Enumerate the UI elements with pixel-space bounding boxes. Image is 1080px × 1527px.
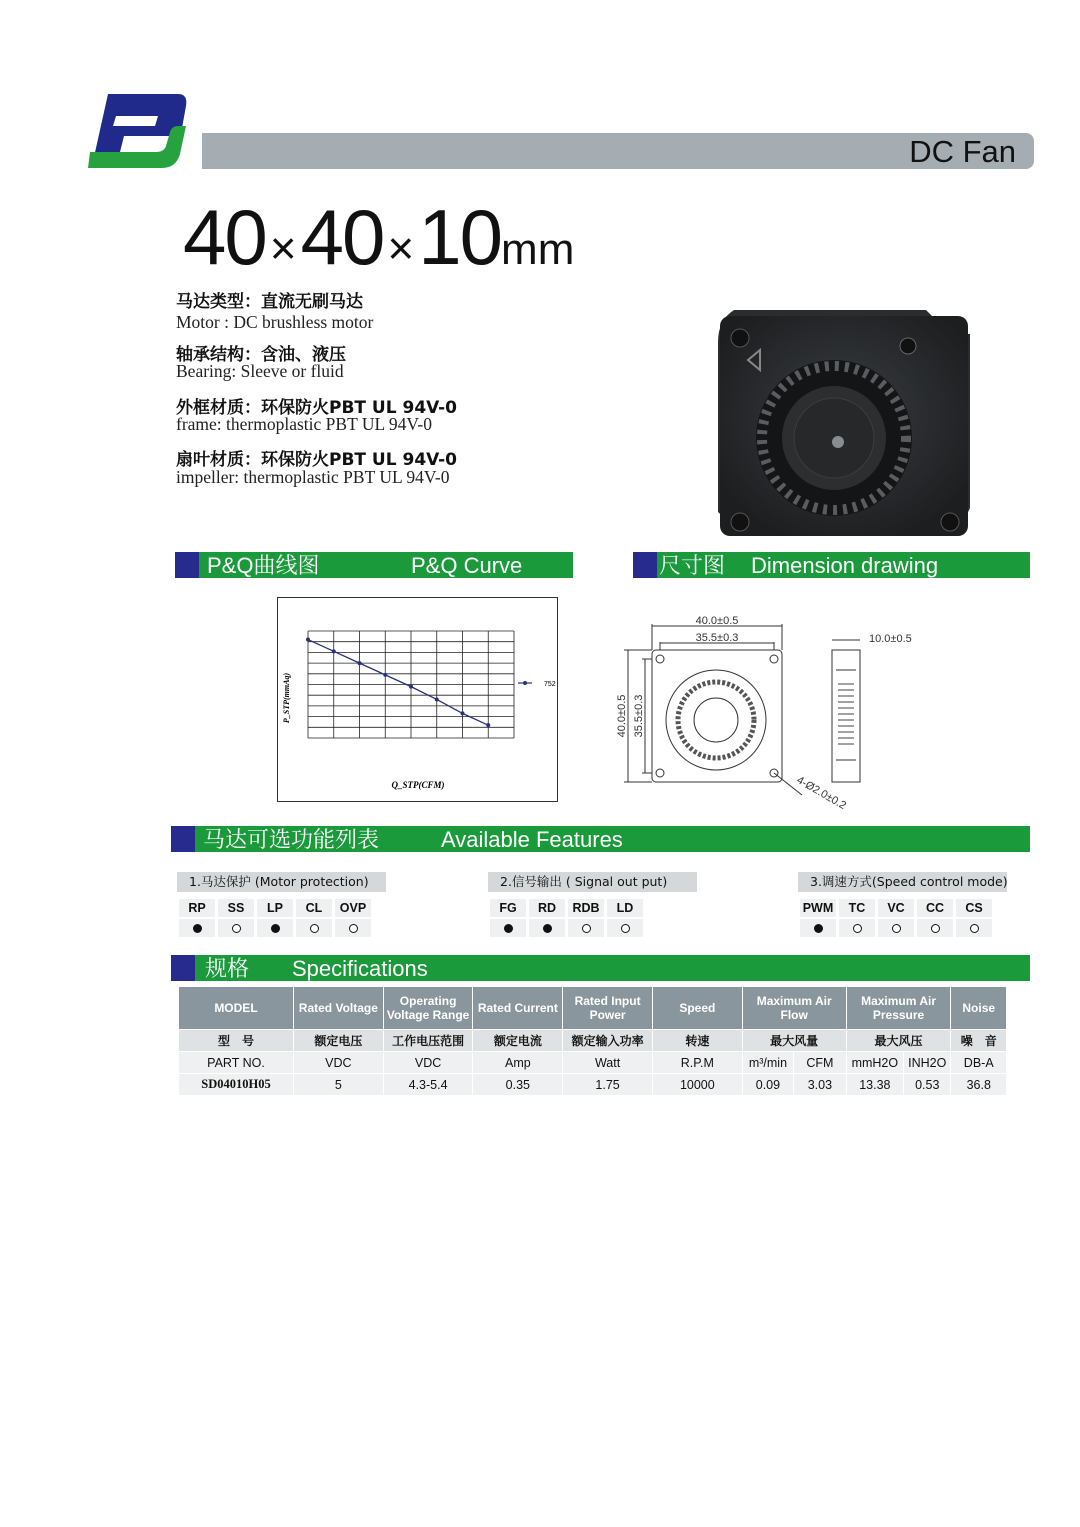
specifications-table: [178, 986, 1007, 1096]
dim-width-inner: 35.5±0.3: [695, 632, 739, 644]
feature-key-ovp: OVP: [335, 899, 371, 917]
unit-cell: mmH2O: [847, 1052, 903, 1073]
data-cell: 3.03: [794, 1074, 845, 1095]
unit-cell: VDC: [384, 1052, 473, 1073]
chart-legend: [518, 681, 556, 688]
feature-table-signal-output: [487, 897, 646, 939]
data-cell: 0.09: [743, 1074, 793, 1095]
legend-label: 752: [544, 681, 556, 688]
empty-dot-icon: [853, 924, 862, 933]
cn-header: 型 号: [179, 1030, 293, 1051]
impeller-en: impeller: thermoplastic PBT UL 94V-0: [176, 467, 450, 487]
feature-keys-row: [179, 899, 371, 917]
section-accent: [633, 552, 657, 578]
header-air-pressure: Maximum Air Pressure: [847, 987, 951, 1029]
dim-width-outer: 40.0±0.5: [695, 615, 739, 627]
filled-dot-icon: [271, 924, 280, 933]
motor-type-cn: 马达类型：直流无刷马达: [176, 292, 363, 312]
filled-dot-icon: [543, 924, 552, 933]
dim-b: 40: [300, 193, 384, 281]
feature-state-rdb: [568, 919, 604, 937]
section-features: [171, 826, 1030, 852]
cn-header: 额定电流: [473, 1030, 562, 1051]
empty-dot-icon: [621, 924, 630, 933]
data-point: [461, 711, 465, 715]
unit-cell: PART NO.: [179, 1052, 293, 1073]
dim-c: 10: [418, 193, 502, 281]
feature-state-pwm: [800, 919, 836, 937]
dim-a: 40: [183, 193, 266, 281]
bearing-en: Bearing: Sleeve or fluid: [176, 361, 344, 381]
feature-state-rp: [179, 919, 215, 937]
section-pq-cn: P&Q曲线图: [207, 553, 320, 578]
empty-dot-icon: [232, 924, 241, 933]
feature-values-row: [800, 919, 992, 937]
header-rated-power: Rated Input Power: [563, 987, 652, 1029]
empty-dot-icon: [931, 924, 940, 933]
section-accent: [171, 826, 195, 852]
feature-key-pwm: PWM: [800, 899, 836, 917]
product-size-title: [183, 192, 574, 283]
data-point: [409, 685, 413, 689]
feature-key-fg: FG: [490, 899, 526, 917]
section-spec-cn: 规格: [205, 956, 250, 981]
dim-height-inner: 35.5±0.3: [633, 694, 645, 738]
legend-marker: [523, 681, 527, 685]
unit-cell: R.P.M: [653, 1052, 742, 1073]
header-air-flow: Maximum Air Flow: [743, 987, 846, 1029]
spec-cn-header-row: [179, 1030, 1006, 1051]
unit-cell: INH2O: [904, 1052, 950, 1073]
data-cell: 0.53: [904, 1074, 950, 1095]
data-cell: 36.8: [951, 1074, 1006, 1095]
section-dim-en: Dimension drawing: [751, 553, 939, 578]
dimension-drawing: [612, 610, 932, 824]
pq-chart-frame: [277, 597, 558, 802]
bearing-cn: 轴承结构：含油、液压: [176, 345, 346, 365]
feature-key-cc: CC: [917, 899, 953, 917]
x-axis-label: Q_STP(CFM): [391, 780, 445, 790]
section-dim-cn: 尺寸图: [659, 553, 726, 578]
empty-dot-icon: [892, 924, 901, 933]
cn-header: 工作电压范围: [384, 1030, 473, 1051]
filled-dot-icon: [504, 924, 513, 933]
feature-keys-row: [800, 899, 992, 917]
feature-state-ss: [218, 919, 254, 937]
feature-key-cs: CS: [956, 899, 992, 917]
feature-group-motor-protection: 1.马达保护 (Motor protection): [177, 872, 386, 892]
feature-key-rdb: RDB: [568, 899, 604, 917]
empty-dot-icon: [310, 924, 319, 933]
chart-grid: [308, 631, 514, 738]
feature-key-cl: CL: [296, 899, 332, 917]
cn-header: 额定电压: [294, 1030, 383, 1051]
unit-cell: Amp: [473, 1052, 562, 1073]
feature-key-rp: RP: [179, 899, 215, 917]
data-point: [435, 697, 439, 701]
header-operating-voltage: Operating Voltage Range: [384, 987, 473, 1029]
unit-cell: CFM: [794, 1052, 845, 1073]
section-feat-cn: 马达可选功能列表: [203, 827, 380, 852]
y-axis-label: P_STP(mmAq): [282, 672, 291, 724]
feature-values-row: [179, 919, 371, 937]
feature-key-rd: RD: [529, 899, 565, 917]
filled-dot-icon: [193, 924, 202, 933]
times-sign: ×: [387, 222, 415, 274]
company-logo: [86, 92, 190, 172]
empty-dot-icon: [349, 924, 358, 933]
times-sign: ×: [269, 222, 297, 274]
dim-height-outer: 40.0±0.5: [616, 694, 628, 738]
spec-header-row: [179, 987, 1006, 1029]
data-cell: 4.3-5.4: [384, 1074, 473, 1095]
feature-state-lp: [257, 919, 293, 937]
header-rated-voltage: Rated Voltage: [294, 987, 383, 1029]
doc-title: DC Fan: [909, 134, 1016, 169]
data-cell: 5: [294, 1074, 383, 1095]
cn-header: 最大风量: [743, 1030, 846, 1051]
feature-state-cc: [917, 919, 953, 937]
feature-group-speed-control: 3.调速方式(Speed control mode): [798, 872, 1007, 892]
section-pq-curve: [175, 552, 573, 578]
cn-header: 额定输入功率: [563, 1030, 652, 1051]
data-point: [358, 661, 362, 665]
feature-table-speed-control: [797, 897, 995, 939]
section-specifications: [171, 955, 1030, 981]
dim-thickness: 10.0±0.5: [869, 633, 912, 645]
data-cell: 0.35: [473, 1074, 562, 1095]
feature-keys-row: [490, 899, 643, 917]
data-cell: 10000: [653, 1074, 742, 1095]
section-accent: [171, 955, 195, 981]
feature-key-ss: SS: [218, 899, 254, 917]
feature-table-motor-protection: [176, 897, 374, 939]
data-cell: 13.38: [847, 1074, 903, 1095]
unit: mm: [501, 225, 575, 274]
data-cell: 1.75: [563, 1074, 652, 1095]
frame-cn: 外框材质：环保防火PBT UL 94V-0: [176, 398, 457, 418]
feature-state-tc: [839, 919, 875, 937]
feature-state-ld: [607, 919, 643, 937]
model-cell: SD04010H05: [179, 1074, 293, 1095]
fan-product-image: [712, 302, 974, 542]
section-accent: [175, 552, 199, 578]
motor-type-en: Motor : DC brushless motor: [176, 312, 374, 332]
unit-cell: VDC: [294, 1052, 383, 1073]
unit-cell: DB-A: [951, 1052, 1006, 1073]
header-bar: [202, 133, 1034, 169]
feature-state-fg: [490, 919, 526, 937]
impeller-cn: 扇叶材质：环保防火PBT UL 94V-0: [176, 450, 457, 470]
feature-state-ovp: [335, 919, 371, 937]
feature-state-vc: [878, 919, 914, 937]
table-row: [179, 1074, 1006, 1095]
section-feat-en: Available Features: [441, 827, 623, 852]
data-point: [486, 723, 490, 727]
feature-key-vc: VC: [878, 899, 914, 917]
feature-group-signal-output: 2.信号输出 ( Signal out put): [488, 872, 697, 892]
section-spec-en: Specifications: [292, 956, 428, 981]
empty-dot-icon: [970, 924, 979, 933]
pq-chart: [278, 598, 557, 801]
header-speed: Speed: [653, 987, 742, 1029]
feature-key-ld: LD: [607, 899, 643, 917]
filled-dot-icon: [814, 924, 823, 933]
section-dimension: [633, 552, 1030, 578]
cn-header: 最大风压: [847, 1030, 951, 1051]
empty-dot-icon: [582, 924, 591, 933]
cn-header: 转速: [653, 1030, 742, 1051]
feature-state-rd: [529, 919, 565, 937]
header-rated-current: Rated Current: [473, 987, 562, 1029]
feature-state-cl: [296, 919, 332, 937]
section-pq-en: P&Q Curve: [411, 553, 523, 578]
feature-state-cs: [956, 919, 992, 937]
cn-header: 噪 音: [951, 1030, 1006, 1051]
feature-key-lp: LP: [257, 899, 293, 917]
data-point: [332, 649, 336, 653]
header-model: MODEL: [179, 987, 293, 1029]
frame-en: frame: thermoplastic PBT UL 94V-0: [176, 414, 432, 434]
unit-cell: Watt: [563, 1052, 652, 1073]
data-point: [383, 673, 387, 677]
feature-key-tc: TC: [839, 899, 875, 917]
header-noise: Noise: [951, 987, 1006, 1029]
dim-holes: 4-Ø2.0±0.2: [794, 774, 849, 813]
unit-cell: m³/min: [743, 1052, 793, 1073]
feature-values-row: [490, 919, 643, 937]
spec-units-row: [179, 1052, 1006, 1073]
data-point: [306, 638, 310, 642]
